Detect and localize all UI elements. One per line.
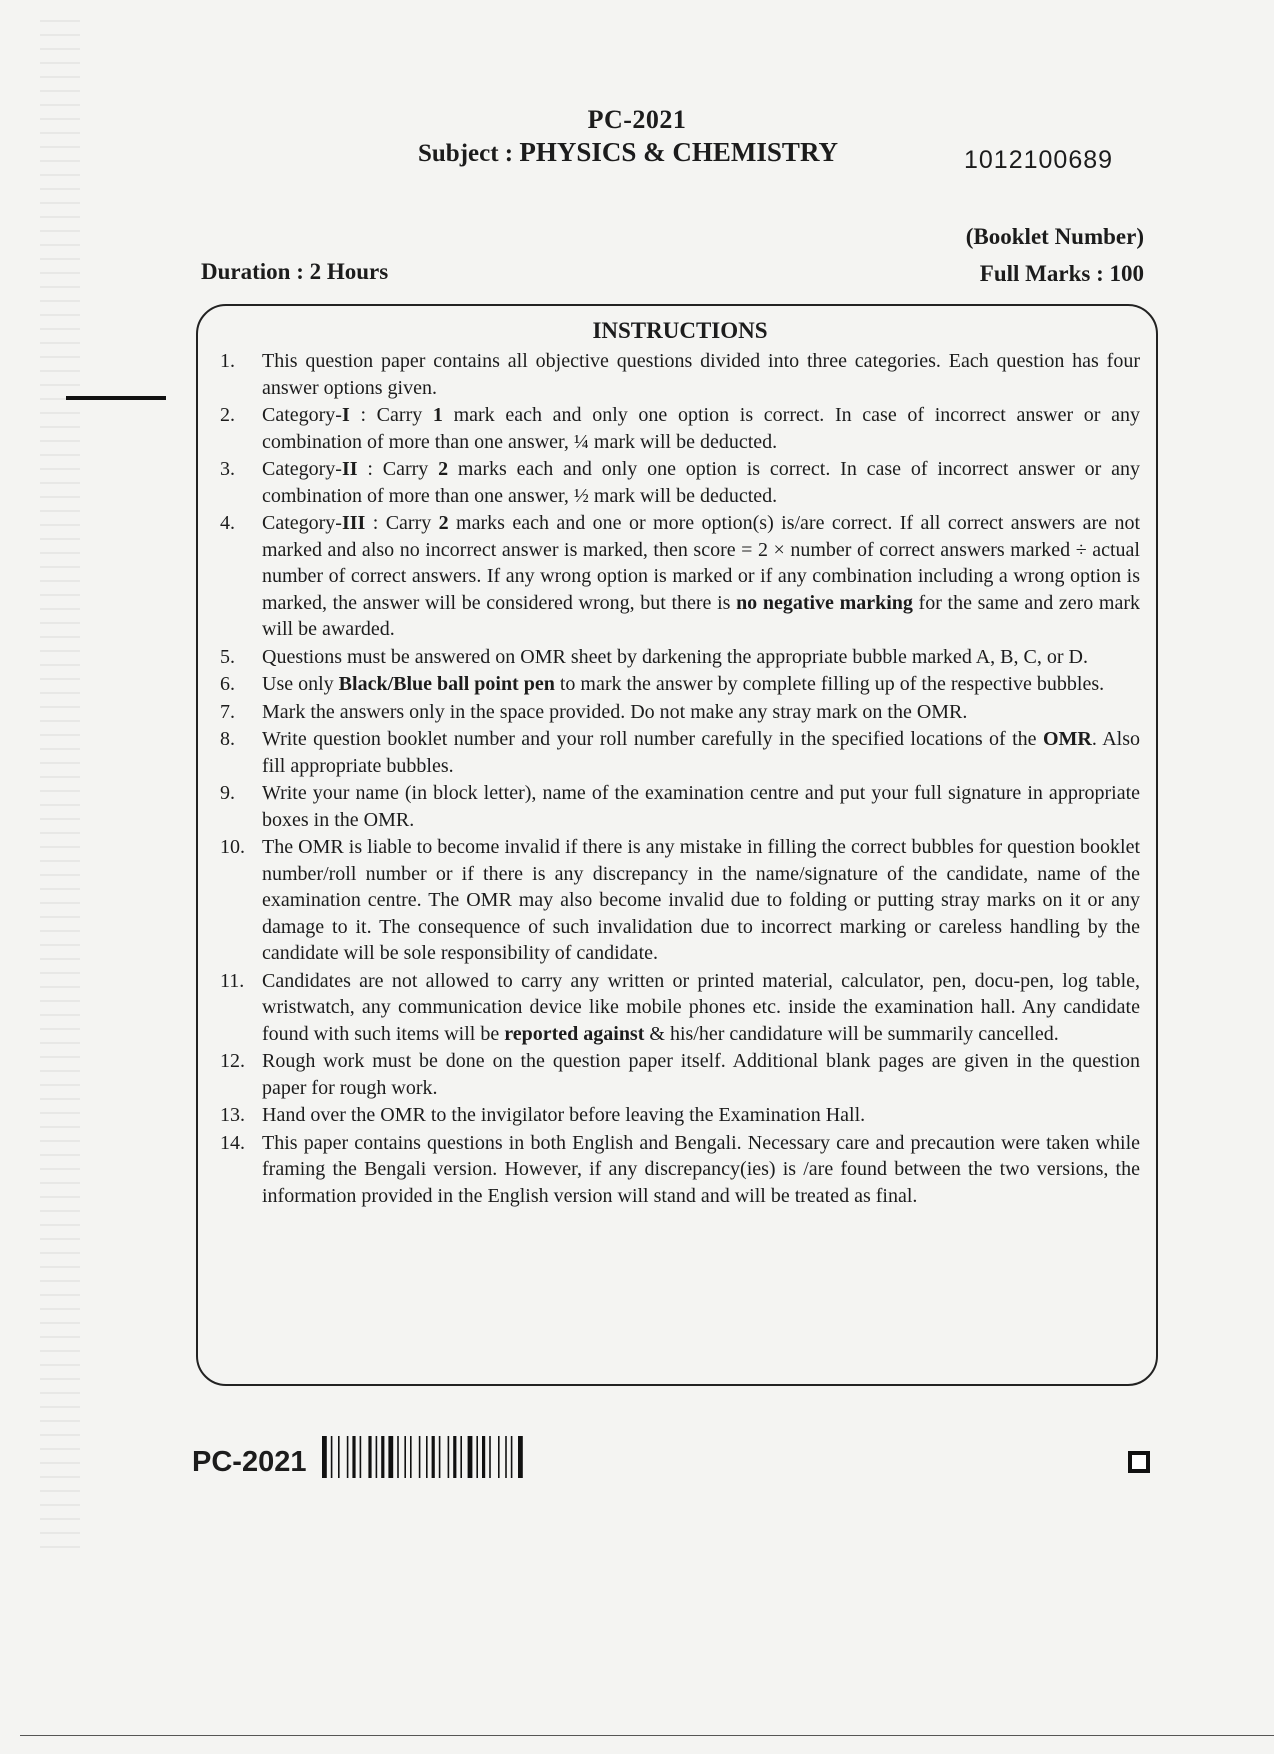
instruction-text — [262, 671, 1140, 698]
instruction-text — [262, 644, 1140, 671]
instruction-emphasis: Black/Blue ball point pen — [338, 673, 555, 695]
subject-value: PHYSICS & CHEMISTRY — [519, 137, 838, 167]
footer-paper-code: PC-2021 — [192, 1446, 307, 1478]
instruction-text — [262, 968, 1140, 1048]
instruction-text — [262, 1048, 1140, 1101]
instruction-text-part: Write your name (in block letter), name of the examination centre and put your full signature in appropriate boxes in the OMR. — [262, 782, 1140, 831]
instruction-text — [262, 780, 1140, 833]
instruction-item — [212, 671, 1140, 698]
instruction-text-part: This paper contains questions in both English and Bengali. Necessary care and precaution were taken while framing the Bengali version. However, if any discrepancy(ies) is /are found between the two versions, the information provided in the English version will stand and will be treated as final. — [262, 1131, 1140, 1207]
instruction-text-part: Category- — [262, 458, 342, 480]
instruction-text-part: The OMR is liable to become invalid if there is any mistake in filling the correct bubbles for question booklet number/roll number or if there is any discrepancy in the name/signature of the candidate, name of the examination centre. The OMR may also become invalid due to folding or putting stray marks on it or any damage to it. The consequence of such invalidation due to incorrect marking or careless handling by the candidate will be sole responsibility of candidate. — [262, 836, 1140, 964]
instruction-number: 11. — [220, 969, 245, 992]
instruction-number: 10. — [220, 836, 245, 858]
instruction-item — [212, 968, 1140, 1048]
instruction-text-part: marks each and only one option is correct. In case of incorrect answer or any combination of more than one answer, ½ mark will be deducted. — [262, 458, 1140, 507]
instruction-text — [262, 348, 1140, 401]
instruction-text-part: : Carry — [365, 512, 439, 534]
subject-label: Subject : — [418, 140, 514, 167]
instruction-text-part: Category- — [262, 512, 342, 534]
instruction-number: 8. — [220, 728, 235, 750]
instruction-text-part: : Carry — [357, 458, 439, 480]
booklet-number: 1012100689 — [964, 146, 1114, 174]
instruction-item — [212, 1130, 1140, 1210]
paper-code-title: PC-2021 — [587, 105, 687, 134]
instruction-list — [212, 348, 1140, 1210]
instruction-item — [212, 644, 1140, 671]
instruction-number: 13. — [220, 1104, 245, 1126]
instruction-number: 12. — [220, 1050, 245, 1072]
instruction-item — [212, 726, 1140, 779]
instruction-text-part: Questions must be answered on OMR sheet by darkening the appropriate bubble marked A, B, C, or D. — [262, 645, 1088, 668]
instruction-text-part: Rough work must be done on the question paper itself. Additional blank pages are given in the question paper for rough work. — [262, 1050, 1140, 1099]
instruction-text — [262, 1130, 1140, 1210]
instruction-item — [212, 780, 1140, 833]
square-mark-icon — [1128, 1451, 1150, 1473]
instruction-text — [262, 402, 1140, 455]
instruction-text-part: Category- — [262, 404, 342, 426]
subject-line — [418, 137, 838, 168]
instruction-number: 4. — [220, 512, 235, 534]
instruction-text-part: Candidates are not allowed to carry any written or printed material, calculator, pen, docu-pen, log table, wristwatch, any communication device like mobile phones etc. inside the examination hall. Any candidate found with such items will be — [262, 969, 1140, 1045]
full-marks: Full Marks : 100 — [979, 261, 1144, 286]
instruction-number: 14. — [220, 1131, 245, 1154]
instruction-text-part: . Also fill appropriate bubbles. — [262, 728, 1141, 777]
instruction-item — [212, 510, 1140, 643]
instruction-emphasis: III — [341, 512, 366, 534]
instruction-text — [262, 699, 1140, 726]
instruction-number: 5. — [220, 645, 235, 668]
instruction-emphasis: reported against — [504, 1022, 645, 1045]
instruction-emphasis: II — [341, 458, 358, 480]
instruction-number: 6. — [220, 673, 235, 695]
instruction-number: 3. — [220, 458, 235, 480]
instruction-item — [212, 699, 1140, 726]
instruction-emphasis: OMR — [1043, 728, 1092, 750]
instruction-text-part: Use only — [262, 673, 339, 695]
instruction-text-part: Write question booklet number and your roll number carefully in the specified locations of the — [262, 728, 1043, 750]
instruction-item — [212, 402, 1140, 455]
instructions-heading: INSTRUCTIONS — [592, 318, 768, 343]
instruction-text-part: This question paper contains all objective questions divided into three categories. Each question has four answer options given. — [262, 350, 1140, 399]
punch-mark — [66, 396, 166, 400]
instruction-number: 2. — [220, 404, 235, 426]
binding-edge-decoration — [40, 20, 80, 1560]
bottom-rule — [20, 1735, 1274, 1736]
instruction-number: 9. — [220, 782, 235, 804]
instruction-item — [212, 834, 1140, 967]
instruction-text — [262, 834, 1140, 967]
instruction-number: 1. — [220, 350, 235, 372]
instruction-text-part: marks each and one or more option(s) is/are correct. If all correct answers are not marked and also no incorrect answer is marked, then score = 2 × number of correct answers marked ÷ actual number of correct answers. If any wrong option is marked or if any combination including a wrong option is marked, the answer will be considered wrong, but there is — [262, 512, 1141, 614]
instruction-emphasis: I — [341, 404, 350, 426]
instruction-item — [212, 1048, 1140, 1101]
instruction-text — [262, 1102, 1140, 1129]
instruction-text-part: Mark the answers only in the space provided. Do not make any stray mark on the OMR. — [262, 700, 968, 723]
instruction-item — [212, 348, 1140, 401]
instruction-text-part: for the same and zero mark will be awarded. — [262, 591, 1140, 640]
instruction-emphasis: 2 — [438, 512, 449, 534]
instruction-text-part: : Carry — [349, 404, 433, 426]
barcode-icon — [322, 1436, 578, 1478]
instruction-text — [262, 510, 1140, 643]
duration: Duration : 2 Hours — [201, 259, 389, 284]
instruction-emphasis: no negative marking — [736, 591, 913, 614]
instruction-text-part: to mark the answer by complete filling up of the respective bubbles. — [554, 673, 1105, 695]
instruction-text-part: mark each and only one option is correct. In case of incorrect answer or any combination of more than one answer, ¼ mark will be deducted. — [262, 404, 1140, 453]
instruction-emphasis: 2 — [438, 458, 449, 480]
instruction-item — [212, 1102, 1140, 1129]
instruction-text — [262, 726, 1140, 779]
booklet-number-label: (Booklet Number) — [965, 224, 1144, 249]
instruction-text-part: & his/her candidature will be summarily cancelled. — [644, 1022, 1059, 1045]
instruction-item — [212, 456, 1140, 509]
instruction-emphasis: 1 — [432, 404, 443, 426]
instruction-text-part: Hand over the OMR to the invigilator before leaving the Examination Hall. — [262, 1104, 866, 1126]
instruction-text — [262, 456, 1140, 509]
instruction-number: 7. — [220, 700, 235, 723]
